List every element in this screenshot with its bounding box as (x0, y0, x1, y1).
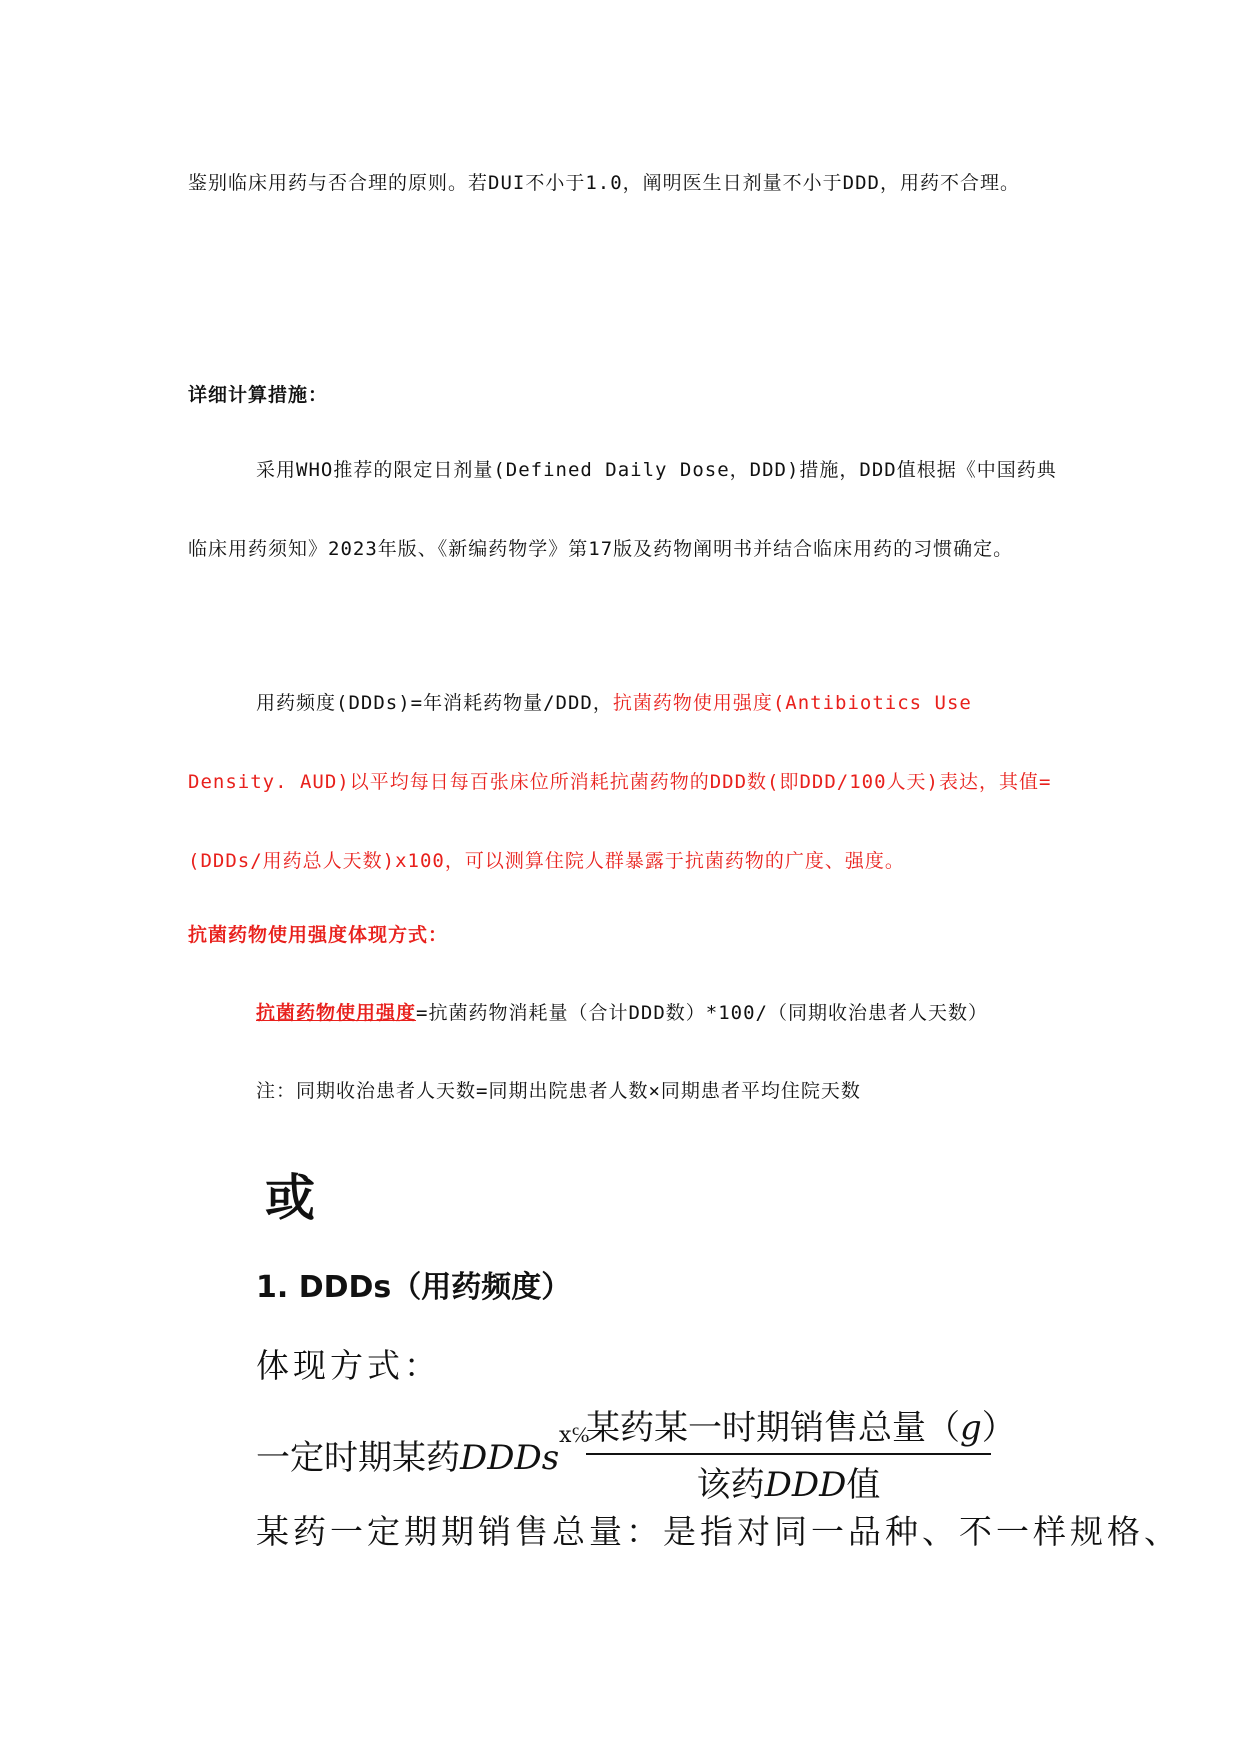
ddds-formula (256, 1400, 1056, 1520)
heading-aud-formula (188, 896, 1058, 975)
heading-aud-formula-text: 抗菌药物使用强度体现方式： (188, 924, 449, 946)
aud-formula-rest: =抗菌药物消耗量（合计DDD数）*100/（同期收治患者人天数） (416, 1002, 988, 1024)
aud-formula-line (188, 974, 1058, 1053)
paragraph-dui-text: 鉴别临床用药与否合理的原则。若DUI不小于1.0，阐明医生日剂量不小于DDD，用药不合理。 (188, 172, 1020, 194)
numerator-text: 某药某一时期销售总量（ (586, 1408, 960, 1448)
denominator-var: DDD (764, 1465, 847, 1505)
note-line (188, 1052, 1058, 1131)
formula-denominator (586, 1455, 991, 1506)
sales-total-definition: 某药一定期期销售总量：是指对同一品种、不一样规格、 (256, 1512, 1181, 1551)
formula-fraction (586, 1400, 1016, 1506)
formula-numerator (586, 1400, 1016, 1455)
section-title: 1. DDDs（用药频度） (256, 1270, 572, 1305)
paragraph-ddd-method-text: 采用WHO推荐的限定日剂量(Defined Daily Dose，DDD)措施，DDD值根据《中国药典临床用药须知》2023年版、《新编药物学》第17版及药物阐明书并结合临床用药的习惯确定。 (188, 459, 1057, 560)
formula-lhs-var: DDDs (460, 1438, 560, 1478)
numerator-var: g (960, 1408, 982, 1448)
aud-formula-label: 抗菌药物使用强度 (256, 1002, 417, 1024)
numerator-end: ） (981, 1408, 1016, 1448)
note-text: 注：同期收治患者人天数=同期出院患者人数×同期患者平均住院天数 (256, 1080, 861, 1102)
aud-formula-text (188, 974, 1058, 1053)
denominator-text: 该药 (696, 1465, 765, 1505)
section-lead: 体现方式： (256, 1346, 441, 1385)
paragraph-ddds-aud-text (188, 664, 1058, 901)
big-or-character: 或 (265, 1168, 315, 1227)
heading-calc-method-text: 详细计算措施： (188, 384, 329, 406)
formula-symbol: ⅹ℅ (559, 1423, 590, 1448)
paragraph-ddd-method (188, 431, 1058, 589)
aud-definition: 抗菌药物使用强度(Antibiotics Use Density. AUD)以平均每日每百张床位所消耗抗菌药物的DDD数(即DDD/100人天)表达，其值=(DDDs/用药总人天数)x100，可以测算住院人群暴露于抗菌药物的广度、强度。 (188, 692, 1052, 872)
paragraph-ddds-aud (188, 664, 1058, 901)
paragraph-dui (188, 144, 1058, 223)
formula-lhs (256, 1430, 559, 1479)
denominator-end: 值 (846, 1465, 881, 1505)
heading-calc-method (188, 356, 1058, 435)
formula-lhs-text: 一定时期某药 (256, 1438, 460, 1478)
ddds-definition: 用药频度(DDDs)=年消耗药物量/DDD， (256, 692, 613, 714)
